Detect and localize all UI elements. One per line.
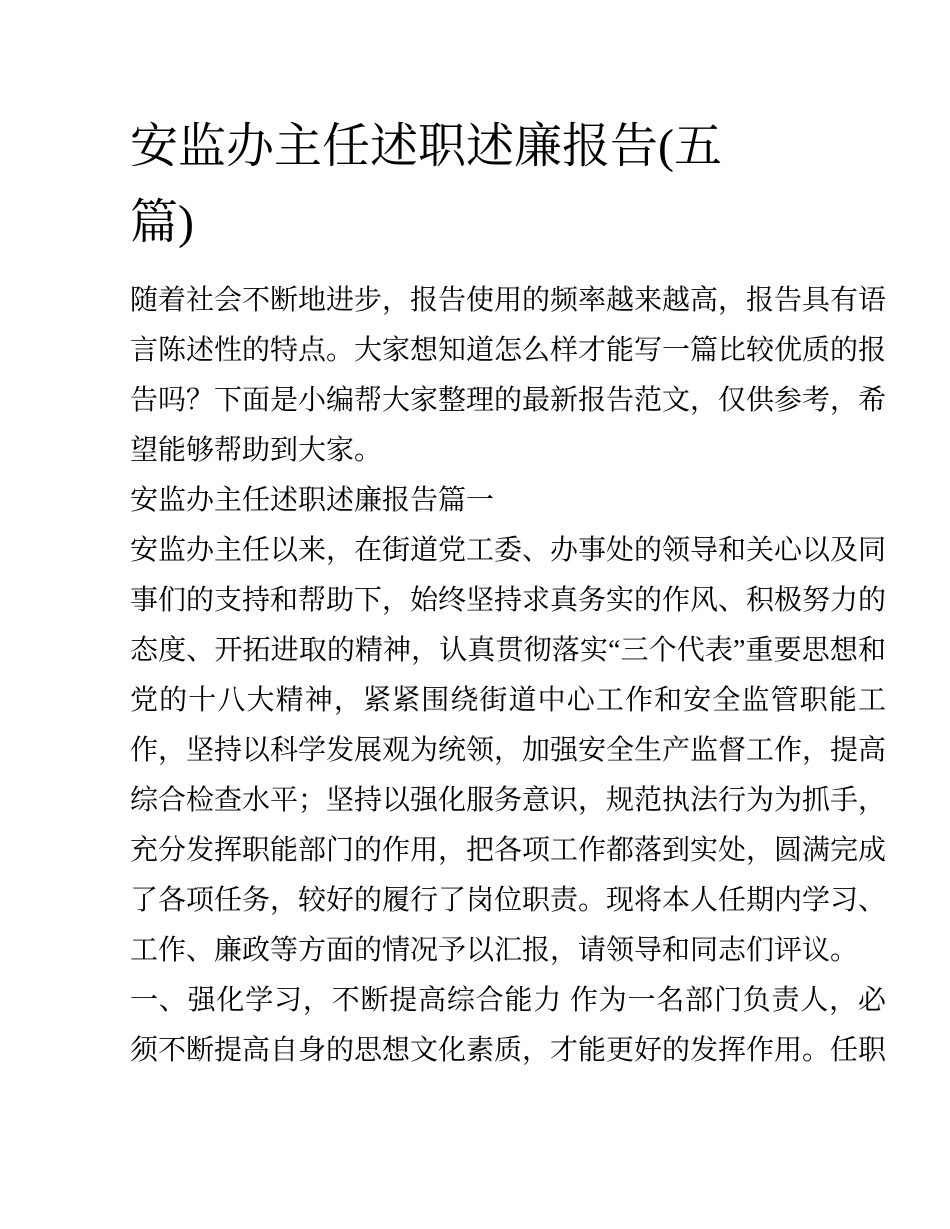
paragraph-section-one-learning: 一、强化学习，不断提高综合能力 作为一名部门负责人，必须不断提高自身的思想文化素质，才能更好的发挥作用。任职 — [130, 985, 887, 1066]
document-title: 安监办主任述职述廉报告(五篇) — [130, 120, 722, 249]
paragraph-report-body: 安监办主任以来，在街道党工委、办事处的领导和关心以及同事们的支持和帮助下，始终坚持求真务实的作风、积极努力的态度、开拓进取的精神，认真贯彻落实“三个代表”重要思想和党的十八大精神，紧紧围绕街道中心工作和安全监管职能工作，坚持以科学发展观为统领，加强安全生产监督工作，提高综合检查水平；坚持以强化服务意识，规范执法行为为抓手，充分发挥职能部门的作用，把各项工作都落到实处，圆满完成了各项任务，较好的履行了岗位职责。现将本人任期内学习、工作、廉政等方面的情况予以汇报，请领导和同志们评议。 — [130, 535, 887, 966]
paragraph-intro: 随着社会不断地进步，报告使用的频率越来越高，报告具有语言陈述性的特点。大家想知道怎么样才能写一篇比较优质的报告吗？下面是小编帮大家整理的最新报告范文，仅供参考，希望能够帮助到大家。 — [130, 285, 887, 466]
section-heading-part-one: 安监办主任述职述廉报告篇一 — [130, 485, 495, 516]
document-body — [130, 276, 886, 1076]
